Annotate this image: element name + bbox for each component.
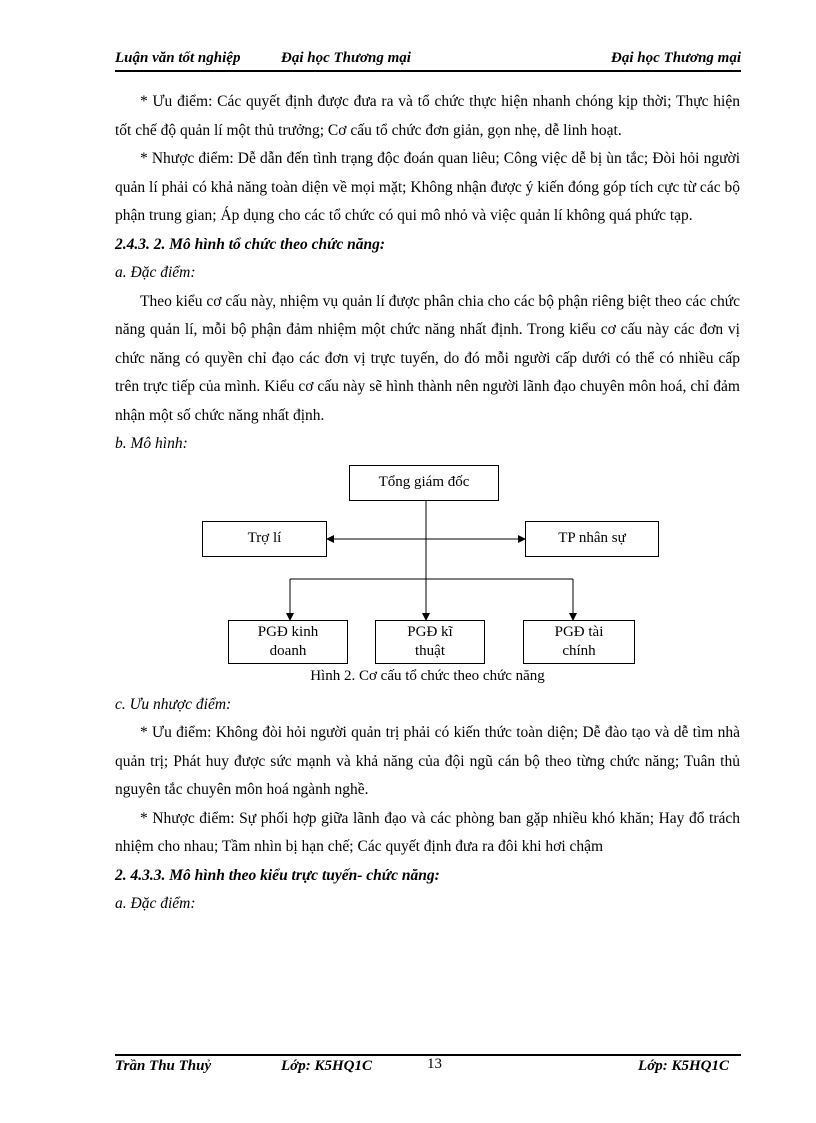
box-technical [375,620,485,664]
box-business [228,620,348,664]
footer-class-right: Lớp: K5HQ1C [638,1058,729,1074]
box-hr-label: TP nhân sự [558,530,626,546]
org-chart [115,463,740,691]
subheading-model: b. Mô hình: [115,435,188,452]
subheading-pros-cons: c. Ưu nhược điểm: [115,695,232,713]
section-heading-line-functional-model: 2. 4.3.3. Mô hình theo kiểu trực tuyến- chức năng: [115,866,440,884]
paragraph-disadvantages: * Nhược điểm: Dễ dẫn đến tình trạng độc đoán quan liêu; Công việc dễ bị ùn tắc; Đòi hỏi người quản lí phải có khả năng toàn diện về mọi mặt; Không nhận được ý kiến đóng góp tích cực từ các bộ phận trung gian; Áp dụng cho các tổ chức có qui mô nhỏ và việc quản lí không quá phức tạp. [115,150,740,224]
page-number: 13 [427,1056,442,1072]
figure-caption: Hình 2. Cơ cấu tổ chức theo chức năng [310,667,545,684]
box-finance-label: PGĐ tài chính [554,623,604,659]
box-assistant-label: Trợ lí [247,530,282,546]
paragraph-pros: * Ưu điểm: Không đòi hỏi người quản trị phải có kiến thức toàn diện; Dễ đào tạo và dễ tìm nhà quản trị; Phát huy được sức mạnh và khả năng của đội ngũ cán bộ theo từng chức năng; Tuân thủ nguyên tắc chuyên môn hoá ngành nghề. [115,724,740,798]
subheading-characteristics: a. Đặc điểm: [115,264,196,281]
box-technical-label: PGĐ kĩ thuật [407,623,453,659]
footer-author: Trần Thu Thuỷ [115,1058,212,1074]
subheading-characteristics-2: a. Đặc điểm: [115,895,196,912]
box-hr [525,521,659,557]
page-footer [115,1054,741,1080]
page-header [115,48,741,72]
header-university: Đại học Thương mại [281,50,411,66]
paragraph-cons: * Nhược điểm: Sự phối hợp giữa lãnh đạo và các phòng ban gặp nhiều khó khăn; Hay đổ trách nhiệm cho nhau; Tầm nhìn bị hạn chế; Các quyết định đưa ra đôi khi hơi chậm [115,809,740,855]
header-thesis-title: Luận văn tốt nghiệp [115,50,241,66]
footer-class: Lớp: K5HQ1C [281,1058,372,1074]
box-finance [523,620,635,664]
box-ceo-label: Tổng giám đốc [378,474,470,490]
header-university-right: Đại học Thương mại [611,50,741,66]
section-heading-functional-model: 2.4.3. 2. Mô hình tổ chức theo chức năng: [115,235,386,253]
paragraph-characteristics: Theo kiểu cơ cấu này, nhiệm vụ quản lí được phân chia cho các bộ phận riêng biệt theo các chức năng quản lí, mỗi bộ phận đảm nhiệm một chức năng nhất định. Trong kiểu cơ cấu này các đơn vị chức năng có quyền chỉ đạo các đơn vị trực tuyến, do đó mỗi người cấp dưới có thể có nhiều cấp trên trực tiếp của mình. Kiểu cơ cấu này sẽ hình thành nên người lãnh đạo chuyên môn hoá, chỉ đảm nhận một số chức năng nhất định. [115,292,740,424]
box-ceo [349,465,499,501]
box-business-label: PGĐ kinh doanh [257,623,319,659]
box-assistant [202,521,327,557]
page-content [115,88,740,919]
paragraph-advantages: * Ưu điểm: Các quyết định được đưa ra và tổ chức thực hiện nhanh chóng kịp thời; Thực hiện tốt chế độ quản lí một thủ trưởng; Cơ cấu tổ chức đơn giản, gọn nhẹ, dễ linh hoạt. [115,93,740,139]
